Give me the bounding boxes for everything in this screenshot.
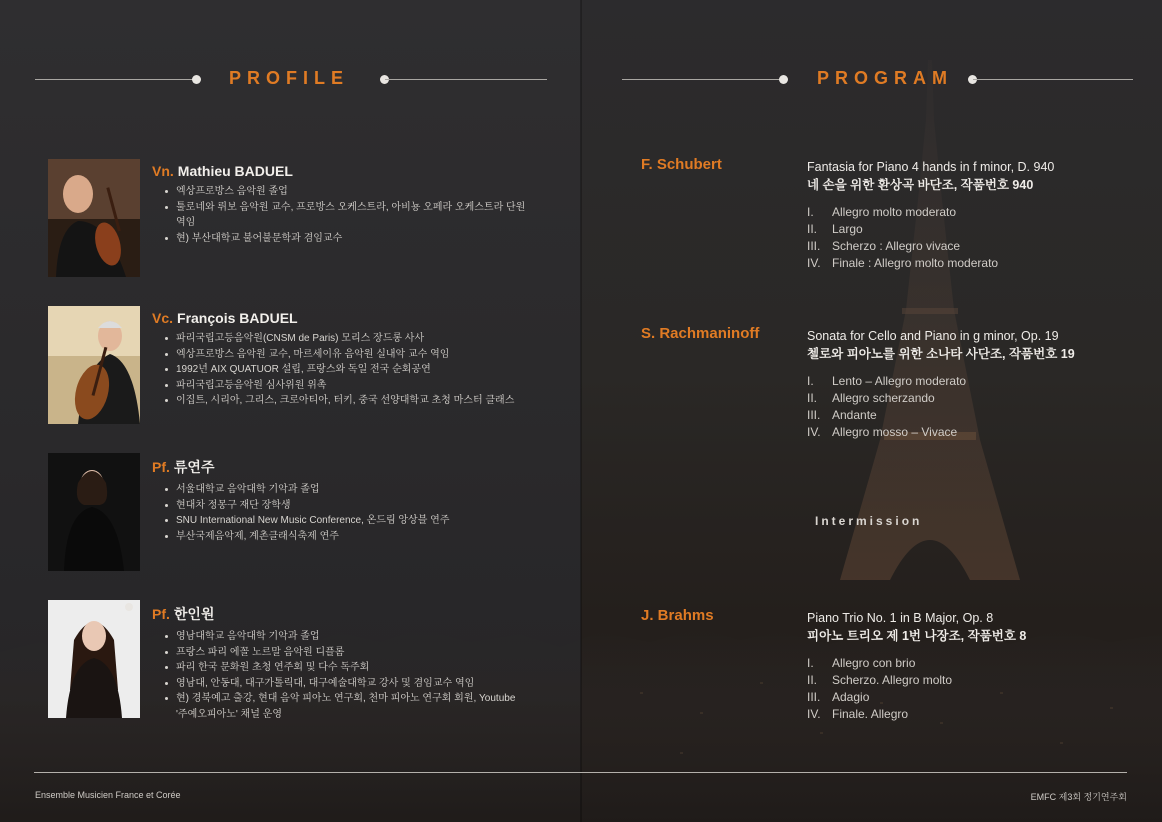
artist-name-text: 한인원	[173, 606, 215, 622]
piece-title-en: Sonata for Cello and Piano in g minor, Op. 19	[807, 329, 1059, 343]
artist-name	[152, 310, 552, 326]
movement-name: Finale : Allegro molto moderato	[832, 256, 999, 270]
movement-list	[807, 655, 1147, 723]
artist-name	[152, 457, 552, 477]
movement-name: Scherzo : Allegro vivace	[832, 239, 961, 253]
piece-title-en: Piano Trio No. 1 in B Major, Op. 8	[807, 611, 994, 625]
composer-name: J. Brahms	[641, 607, 714, 624]
movement-number: III.	[807, 690, 821, 704]
movement-item	[807, 221, 1147, 238]
artist-bio-list	[152, 629, 552, 722]
bio-item: 엑상프로방스 음악원 졸업	[152, 184, 552, 200]
divider	[385, 79, 547, 80]
piece-title-en: Fantasia for Piano 4 hands in f minor, D. 940	[807, 160, 1055, 174]
program-heading	[622, 68, 1134, 92]
movement-name: Adagio	[832, 690, 870, 704]
artist-name-text: François BADUEL	[177, 310, 298, 326]
movement-item	[807, 204, 1147, 221]
movement-name: Andante	[832, 408, 877, 422]
divider	[973, 79, 1133, 80]
movement-name: Allegro mosso – Vivace	[832, 425, 958, 439]
intermission-label: Intermission	[815, 514, 923, 528]
composer-name: S. Rachmaninoff	[641, 325, 760, 342]
artist-instrument: Pf.	[152, 606, 170, 622]
bio-item: 1992년 AIX QUATUOR 설립, 프랑스와 독일 전국 순회공연	[152, 362, 552, 378]
movement-item	[807, 655, 1147, 672]
page-fold	[580, 0, 582, 822]
profile-heading	[35, 68, 547, 92]
movement-name: Allegro scherzando	[832, 391, 935, 405]
movement-item	[807, 373, 1147, 390]
footer-ensemble-name: Ensemble Musicien France et Corée	[35, 790, 181, 800]
movement-item	[807, 672, 1147, 689]
piece-title-ko: 네 손을 위한 환상곡 바단조, 작품번호 940	[807, 178, 1034, 192]
movement-name: Allegro con brio	[832, 656, 916, 670]
bio-item: 이집트, 시리아, 그리스, 크로아티아, 터키, 중국 선양대학교 초청 마스터 클래스	[152, 393, 552, 409]
movement-item	[807, 255, 1147, 272]
bio-item: 툴로네와 뤼보 음악원 교수, 프로방스 오케스트라, 아비뇽 오페라 오케스트라 단원 역임	[152, 200, 532, 231]
artist-name-text: Mathieu BADUEL	[177, 163, 293, 179]
profile-title: PROFILE	[229, 68, 350, 88]
bullet-dot	[779, 75, 788, 84]
bio-item: 파리국립고등음악원 심사위원 위촉	[152, 378, 552, 394]
movement-number: I.	[807, 374, 814, 388]
movement-number: IV.	[807, 425, 821, 439]
program-title: PROGRAM	[817, 68, 953, 88]
artist-bio-list	[152, 331, 552, 409]
movement-number: III.	[807, 239, 821, 253]
movement-item	[807, 689, 1147, 706]
artist-name	[152, 163, 552, 179]
artist-instrument: Vc.	[152, 310, 174, 326]
movement-name: Finale. Allegro	[832, 707, 909, 721]
movement-number: II.	[807, 673, 818, 687]
movement-name: Largo	[832, 222, 863, 236]
artist-instrument: Pf.	[152, 459, 170, 475]
bio-item: 영남대학교 음악대학 기악과 졸업	[152, 629, 552, 645]
movement-item	[807, 706, 1147, 723]
bio-item: 부산국제음악제, 계촌클래식축제 연주	[152, 529, 552, 545]
divider	[35, 79, 195, 80]
movement-number: IV.	[807, 256, 821, 270]
movement-number: III.	[807, 408, 821, 422]
artist-photo	[48, 453, 140, 571]
artist-name-text: 류연주	[173, 459, 215, 475]
movement-item	[807, 238, 1147, 255]
movement-number: I.	[807, 205, 814, 219]
piece-title-ko: 피아노 트리오 제 1번 나장조, 작품번호 8	[807, 629, 1027, 643]
artist-bio-list	[152, 482, 552, 544]
footer-concert-title: EMFC 제3회 정기연주회	[1030, 792, 1127, 802]
movement-number: I.	[807, 656, 814, 670]
movement-name: Scherzo. Allegro molto	[832, 673, 953, 687]
movement-number: II.	[807, 391, 818, 405]
artist-bio-list	[152, 184, 552, 246]
bio-item: 현) 경북예고 출강, 현대 음악 피아노 연구회, 천마 피아노 연구회 회원, Youtube '주예오피아노' 채널 운영	[152, 691, 522, 722]
artist-photo	[48, 600, 140, 718]
movement-list	[807, 204, 1147, 272]
bullet-dot	[125, 603, 133, 611]
bio-item: 프랑스 파리 에꼴 노르말 음악원 디플롬	[152, 645, 552, 661]
artist-photo	[48, 159, 140, 277]
divider	[622, 79, 784, 80]
footer-divider	[34, 772, 1127, 773]
artist-instrument: Vn.	[152, 163, 174, 179]
movement-name: Lento – Allegro moderato	[832, 374, 967, 388]
movement-item	[807, 407, 1147, 424]
bio-item: SNU International New Music Conference, 온드림 앙상블 연주	[152, 513, 552, 529]
bio-item: 영남대, 안동대, 대구가톨릭대, 대구예술대학교 강사 및 겸임교수 역임	[152, 676, 552, 692]
piece-title-ko: 첼로와 피아노를 위한 소나타 사단조, 작품번호 19	[807, 347, 1075, 361]
movement-item	[807, 390, 1147, 407]
artist-name	[152, 604, 552, 624]
bio-item: 현대차 정몽구 재단 장학생	[152, 498, 552, 514]
artist-photo	[48, 306, 140, 424]
bio-item: 엑상프로방스 음악원 교수, 마르세이유 음악원 실내악 교수 역임	[152, 347, 552, 363]
composer-name: F. Schubert	[641, 156, 722, 173]
bio-item: 파리 한국 문화원 초청 연주회 및 다수 독주회	[152, 660, 552, 676]
bullet-dot	[192, 75, 201, 84]
movement-item	[807, 424, 1147, 441]
bio-item: 서울대학교 음악대학 기악과 졸업	[152, 482, 552, 498]
bio-item: 현) 부산대학교 불어불문학과 겸임교수	[152, 231, 552, 247]
movement-name: Allegro molto moderato	[832, 205, 957, 219]
movement-number: IV.	[807, 707, 821, 721]
movement-list	[807, 373, 1147, 441]
bio-item: 파리국립고등음악원(CNSM de Paris) 모리스 장드롱 사사	[152, 331, 552, 347]
movement-number: II.	[807, 222, 818, 236]
